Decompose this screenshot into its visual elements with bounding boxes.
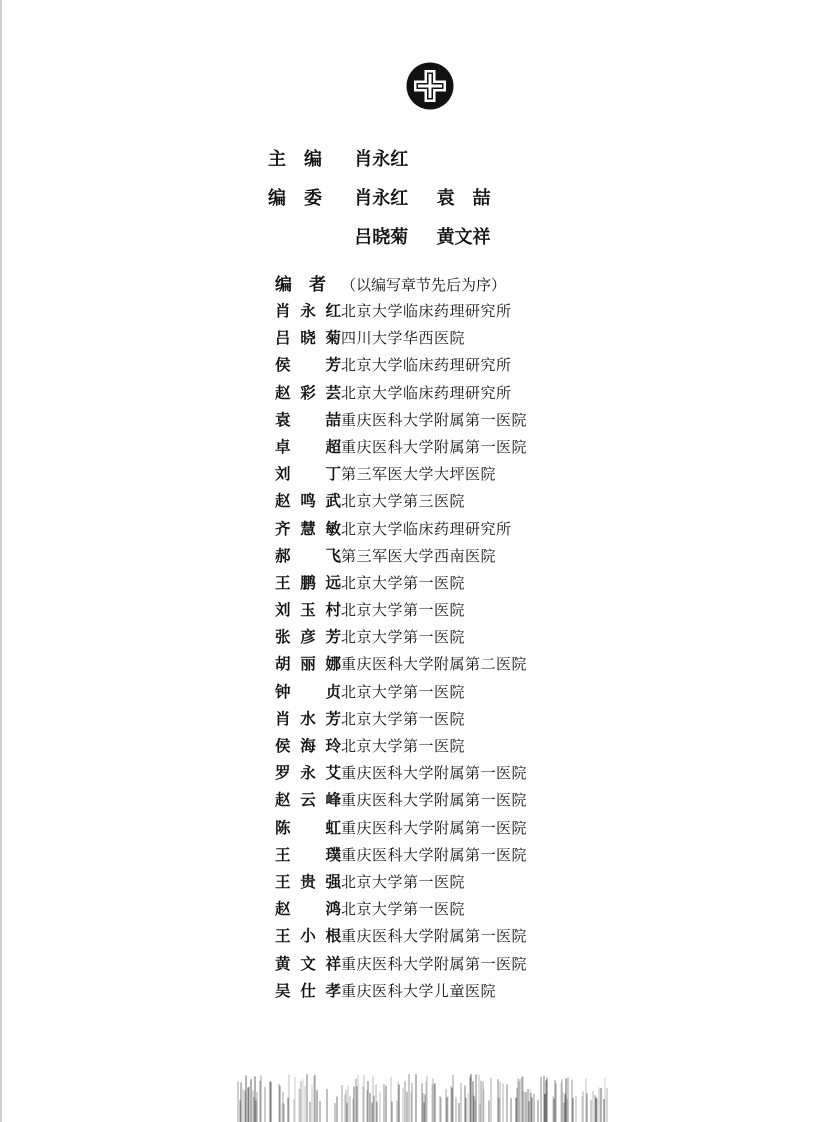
author-institution: 北京大学第三医院: [341, 492, 466, 511]
chief-editor-name: 肖永红: [354, 149, 409, 170]
committee-member: 吕晓菊: [354, 227, 409, 248]
scan-artifact: [236, 1070, 608, 1122]
author-row: [275, 487, 527, 514]
author-row: [275, 351, 527, 378]
author-name: 刘玉村: [275, 601, 341, 620]
author-row: [275, 379, 527, 406]
author-row: [275, 759, 527, 786]
author-row: [275, 460, 527, 487]
author-row: [275, 623, 527, 650]
author-institution: 重庆医科大学附属第二医院: [341, 655, 528, 674]
committee-line-2: [268, 228, 513, 248]
committee-member: 肖永红: [354, 188, 409, 209]
author-list-header: [275, 273, 527, 297]
author-institution: 重庆医科大学附属第一医院: [341, 954, 528, 973]
author-institution: 第三军医大学西南医院: [341, 546, 497, 565]
author-institution: 北京大学第一医院: [341, 872, 466, 891]
author-row: [275, 950, 527, 977]
author-institution: 第三军医大学大坪医院: [341, 465, 497, 484]
author-institution: 重庆医科大学附属第一医院: [341, 437, 528, 456]
author-institution: 北京大学第一医院: [341, 737, 466, 755]
author-row: [275, 868, 527, 895]
author-institution: 重庆医科大学附属第一医院: [341, 764, 528, 783]
author-name: 肖水芳: [275, 709, 341, 728]
author-institution: 北京大学临床药理研究所: [341, 519, 512, 538]
author-name: 卓 超: [275, 437, 341, 456]
author-institution: 四川大学华西医院: [341, 329, 466, 348]
author-row: [275, 732, 527, 759]
author-name: 赵 鸿: [275, 900, 341, 919]
authors-label: 编 者: [275, 275, 326, 295]
author-institution: 北京大学第一医院: [341, 601, 466, 620]
committee-member: 黄文祥: [436, 227, 491, 248]
medical-cross-icon: [406, 62, 454, 110]
chief-editor-label: 主 编: [268, 149, 322, 170]
author-institution: 重庆医科大学儿童医院: [341, 981, 497, 1000]
author-row: [275, 297, 527, 324]
author-name: 吕晓菊: [275, 329, 341, 348]
author-row: [275, 786, 527, 813]
author-row: [275, 705, 527, 732]
author-name: 侯海玲: [275, 737, 341, 755]
authors-order-note: （以编写章节先后为序）: [341, 276, 507, 294]
author-name: 胡丽娜: [275, 655, 341, 674]
author-row: [275, 324, 527, 351]
author-name: 罗永艾: [275, 764, 341, 783]
author-row: [275, 515, 527, 542]
author-name: 吴仕孝: [275, 981, 341, 1000]
author-row: [275, 542, 527, 569]
committee-line-1: [268, 189, 513, 209]
author-row: [275, 650, 527, 677]
author-name: 王小根: [275, 927, 341, 946]
author-name: 郝 飞: [275, 546, 341, 565]
author-row: [275, 922, 527, 949]
author-name: 赵鸣武: [275, 492, 341, 511]
author-row: [275, 678, 527, 705]
author-institution: 北京大学临床药理研究所: [341, 356, 512, 375]
author-name: 赵彩芸: [275, 383, 341, 402]
author-institution: 北京大学临床药理研究所: [341, 383, 512, 402]
author-institution: 重庆医科大学附属第一医院: [341, 410, 528, 429]
author-row: [275, 596, 527, 623]
author-row: [275, 406, 527, 433]
author-name: 陈 虹: [275, 818, 341, 837]
author-institution: 重庆医科大学附属第一医院: [341, 818, 528, 837]
committee-label: 编 委: [268, 188, 322, 209]
author-list: [275, 273, 527, 1004]
author-row: [275, 433, 527, 460]
author-name: 刘 丁: [275, 465, 341, 484]
author-institution: 重庆医科大学附属第一医院: [341, 791, 528, 810]
author-name: 钟 贞: [275, 682, 341, 701]
author-institution: 北京大学第一医院: [341, 709, 466, 728]
author-name: 黄文祥: [275, 954, 341, 973]
author-institution: 北京大学临床药理研究所: [341, 302, 512, 320]
author-name: 王贵强: [275, 872, 341, 891]
author-name: 赵云峰: [275, 791, 341, 810]
author-row: [275, 841, 527, 868]
committee-member: 袁 喆: [436, 188, 491, 209]
author-row: [275, 569, 527, 596]
author-institution: 重庆医科大学附属第一医院: [341, 927, 528, 946]
author-row: [275, 814, 527, 841]
author-institution: 北京大学第一医院: [341, 682, 466, 701]
author-institution: 北京大学第一医院: [341, 628, 466, 647]
author-name: 袁 喆: [275, 410, 341, 429]
author-institution: 重庆医科大学附属第一医院: [341, 845, 528, 864]
author-name: 张彦芳: [275, 628, 341, 647]
author-name: 王鹏远: [275, 573, 341, 592]
author-name: 侯 芳: [275, 356, 341, 375]
author-name: 齐慧敏: [275, 519, 341, 538]
author-name: 肖永红: [275, 302, 341, 320]
author-row: [275, 895, 527, 922]
chief-editor-line: [268, 150, 430, 170]
page-edge: [0, 0, 2, 1122]
author-row: [275, 977, 527, 1004]
author-institution: 北京大学第一医院: [341, 573, 466, 592]
author-institution: 北京大学第一医院: [341, 900, 466, 919]
author-name: 王 璞: [275, 845, 341, 864]
